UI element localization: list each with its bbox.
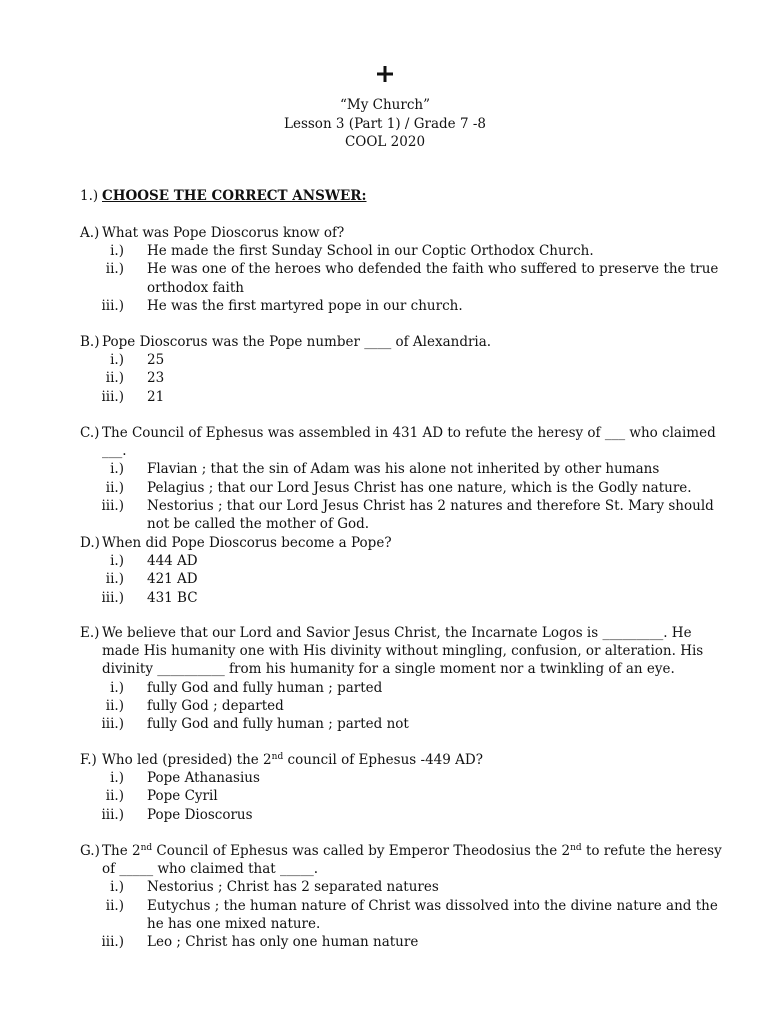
option-item <box>80 552 725 570</box>
option-number: iii.) <box>101 497 124 514</box>
option-number: iii.) <box>101 934 124 951</box>
section-title: CHOOSE THE CORRECT ANSWER: <box>102 188 367 204</box>
question-d <box>80 534 725 607</box>
option-number: iii.) <box>101 716 124 733</box>
option-item <box>80 460 725 478</box>
option-text: fully God and fully human ; parted <box>147 679 383 696</box>
option-text: Pope Athanasius <box>147 770 260 787</box>
option-text: Leo ; Christ has only one human nature <box>147 934 419 951</box>
question-letter: C.) <box>80 425 100 441</box>
question-letter: D.) <box>80 535 100 551</box>
question-text: We believe that our Lord and Savior Jesus Christ, the Incarnate Logos is _________. He made His humanity one with His divinity without mingling, confusion, or alteration. His divinity __________ from his humanity for a single moment nor a twinkling of an eye. <box>102 625 704 678</box>
option-text: Pelagius ; that our Lord Jesus Christ has one nature, which is the Godly nature. <box>147 479 692 496</box>
question-g <box>80 842 725 951</box>
option-text: 444 AD <box>147 553 198 570</box>
program-name: COOL 2020 <box>344 134 426 151</box>
option-number: ii.) <box>105 261 124 278</box>
option-number: iii.) <box>101 297 124 314</box>
option-text: Flavian ; that the sin of Adam was his alone not inherited by other humans <box>147 461 660 478</box>
option-number: i.) <box>110 770 124 787</box>
option-number: ii.) <box>105 897 124 914</box>
option-text: 23 <box>147 370 165 387</box>
option-text: 25 <box>147 352 165 369</box>
option-item <box>80 589 725 607</box>
question-letter: A.) <box>80 225 100 241</box>
option-item <box>80 933 725 951</box>
option-item <box>80 715 725 733</box>
option-number: ii.) <box>105 370 124 387</box>
option-text: Eutychus ; the human nature of Christ was dissolved into the divine nature and the he has one mixed nature. <box>147 897 718 932</box>
section-number: 1.) <box>80 188 99 204</box>
option-number: i.) <box>110 243 124 260</box>
question-b <box>80 333 725 406</box>
option-text: 421 AD <box>147 571 198 588</box>
question-f <box>80 751 725 824</box>
option-text: He made the first Sunday School in our Coptic Orthodox Church. <box>147 243 594 260</box>
option-number: iii.) <box>101 589 124 606</box>
document-title: “My Church” <box>340 97 430 113</box>
cross-icon <box>0 66 770 87</box>
option-text: Pope Cyril <box>147 788 218 805</box>
option-item <box>80 806 725 824</box>
option-text: He was one of the heroes who defended the faith who suffered to preserve the true orthodox faith <box>147 261 719 296</box>
option-item <box>80 697 725 715</box>
option-number: i.) <box>110 553 124 570</box>
option-number: iii.) <box>101 806 124 823</box>
option-number: ii.) <box>105 571 124 588</box>
option-text: Pope Dioscorus <box>147 806 253 823</box>
question-text: Who led (presided) the 2nd council of Ephesus -449 AD? <box>102 752 483 768</box>
option-item <box>80 497 725 533</box>
question-a <box>80 224 725 315</box>
question-text: What was Pope Dioscorus know of? <box>102 225 345 241</box>
option-number: i.) <box>110 352 124 369</box>
option-item <box>80 679 725 697</box>
document-header <box>0 96 770 152</box>
option-number: i.) <box>110 461 124 478</box>
option-number: ii.) <box>105 788 124 805</box>
option-text: He was the first martyred pope in our church. <box>147 297 463 314</box>
option-number: ii.) <box>105 697 124 714</box>
option-number: iii.) <box>101 388 124 405</box>
question-text: The Council of Ephesus was assembled in 431 AD to refute the heresy of ___ who claimed ___. <box>102 425 716 460</box>
question-e <box>80 624 725 733</box>
option-item <box>80 388 725 406</box>
option-item <box>80 897 725 933</box>
question-letter: E.) <box>80 625 100 641</box>
option-text: Nestorius ; Christ has 2 separated natures <box>147 879 439 896</box>
question-text: The 2nd Council of Ephesus was called by Emperor Theodosius the 2nd to refute the heresy of _____ who claimed that _____. <box>102 843 722 878</box>
question-letter: B.) <box>80 334 100 350</box>
option-item <box>80 351 725 369</box>
option-text: 21 <box>147 388 165 405</box>
question-text: Pope Dioscorus was the Pope number ____ of Alexandria. <box>102 334 492 350</box>
section-heading <box>80 187 367 205</box>
option-item <box>80 369 725 387</box>
option-text: fully God ; departed <box>147 697 284 714</box>
option-number: i.) <box>110 879 124 896</box>
option-number: ii.) <box>105 479 124 496</box>
option-text: Nestorius ; that our Lord Jesus Christ has 2 natures and therefore St. Mary should not be called the mother of God. <box>147 497 714 533</box>
option-item <box>80 297 725 315</box>
option-text: fully God and fully human ; parted not <box>147 716 409 733</box>
option-item <box>80 570 725 588</box>
option-item <box>80 769 725 787</box>
option-item <box>80 479 725 497</box>
option-item <box>80 242 725 260</box>
option-item <box>80 878 725 896</box>
question-c <box>80 424 725 533</box>
question-letter: G.) <box>80 843 100 859</box>
option-item <box>80 260 725 296</box>
lesson-subtitle: Lesson 3 (Part 1) / Grade 7 -8 <box>284 115 486 132</box>
option-item <box>80 787 725 805</box>
question-text: When did Pope Dioscorus become a Pope? <box>102 535 392 551</box>
question-letter: F.) <box>80 752 97 768</box>
option-number: i.) <box>110 679 124 696</box>
option-text: 431 BC <box>147 589 198 606</box>
